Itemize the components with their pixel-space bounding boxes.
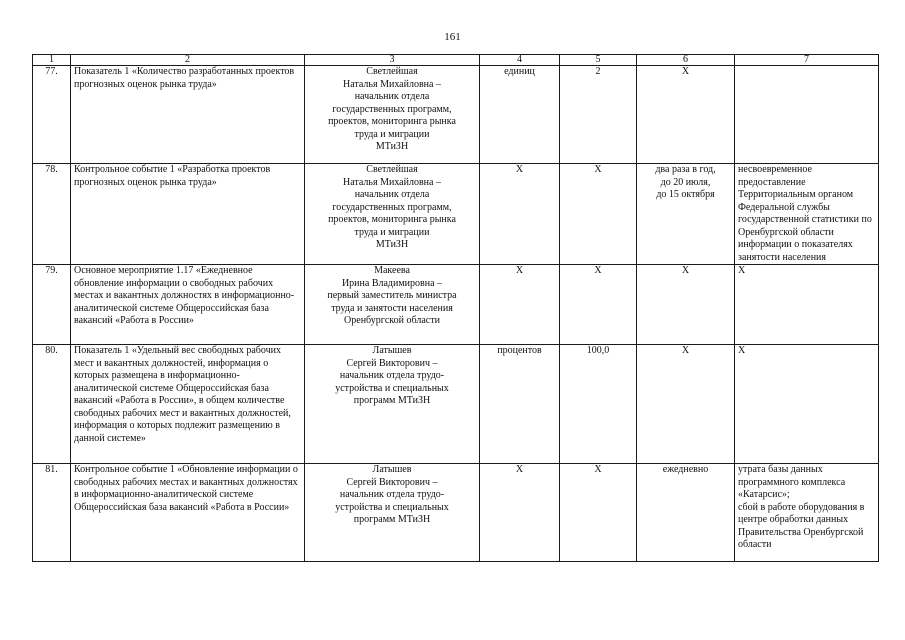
responsible-person: Макеева Ирина Владимировна – первый заместитель министра труда и занятости населения Оренбургской области xyxy=(305,265,480,345)
target-value: X xyxy=(560,164,637,265)
deadline: два раза в год, до 20 июля, до 15 октября xyxy=(637,164,735,265)
deadline: X xyxy=(637,345,735,464)
responsible-person: Латышев Сергей Викторович – начальник отдела трудо- устройства и специальных программ МТиЗН xyxy=(305,345,480,464)
responsible-person: Светлейшая Наталья Михайловна – начальник отдела государственных программ, проектов, мониторинга рынка труда и миграции МТиЗН xyxy=(305,66,480,164)
table-row xyxy=(33,164,879,265)
risk-description: утрата базы данных программного комплекса «Катарсис»; сбой в работе оборудования в центре обработки данных Правительства Оренбургской области xyxy=(735,464,879,562)
event-name: Показатель 1 «Количество разработанных проектов прогнозных оценок рынка труда» xyxy=(71,66,305,164)
column-number: 3 xyxy=(305,55,480,66)
deadline: X xyxy=(637,265,735,345)
plan-table xyxy=(32,54,879,562)
row-number: 79. xyxy=(33,265,71,345)
row-number: 77. xyxy=(33,66,71,164)
risk-description: X xyxy=(735,265,879,345)
column-number: 7 xyxy=(735,55,879,66)
table-row xyxy=(33,265,879,345)
deadline: ежедневно xyxy=(637,464,735,562)
responsible-person: Светлейшая Наталья Михайловна – начальник отдела государственных программ, проектов, мониторинга рынка труда и миграции МТиЗН xyxy=(305,164,480,265)
column-number: 5 xyxy=(560,55,637,66)
deadline: X xyxy=(637,66,735,164)
row-number: 81. xyxy=(33,464,71,562)
event-name: Контрольное событие 1 «Разработка проектов прогнозных оценок рынка труда» xyxy=(71,164,305,265)
target-value: X xyxy=(560,265,637,345)
unit-of-measure: X xyxy=(480,164,560,265)
column-number: 1 xyxy=(33,55,71,66)
event-name: Показатель 1 «Удельный вес свободных рабочих мест и вакантных должностей, информация о которых размещена в информационно-аналитической системе Общероссийская база вакансий «Работа в России», в общем количестве свободных рабочих мест и вакантных должностей, информация о которых подлежит размещению в данной системе» xyxy=(71,345,305,464)
column-number: 6 xyxy=(637,55,735,66)
risk-description xyxy=(735,66,879,164)
risk-description: X xyxy=(735,345,879,464)
risk-description: несвоевременное предоставление Территориальным органом Федеральной службы государственной статистики по Оренбургской области информации о показателях занятости населения xyxy=(735,164,879,265)
row-number: 80. xyxy=(33,345,71,464)
target-value: 100,0 xyxy=(560,345,637,464)
column-number: 2 xyxy=(71,55,305,66)
unit-of-measure: единиц xyxy=(480,66,560,164)
table-row xyxy=(33,66,879,164)
unit-of-measure: X xyxy=(480,265,560,345)
unit-of-measure: X xyxy=(480,464,560,562)
row-number: 78. xyxy=(33,164,71,265)
column-number-row xyxy=(33,55,879,66)
column-number: 4 xyxy=(480,55,560,66)
table-row xyxy=(33,345,879,464)
unit-of-measure: процентов xyxy=(480,345,560,464)
event-name: Контрольное событие 1 «Обновление информации о свободных рабочих местах и вакантных должностях в информационно-аналитической системе Общероссийская база вакансий «Работа в России» xyxy=(71,464,305,562)
responsible-person: Латышев Сергей Викторович – начальник отдела трудо- устройства и специальных программ МТиЗН xyxy=(305,464,480,562)
target-value: 2 xyxy=(560,66,637,164)
page-number: 161 xyxy=(444,31,461,43)
event-name: Основное мероприятие 1.17 «Ежедневное обновление информации о свободных рабочих местах и вакантных должностях в информационно-аналитической системе Общероссийская база вакансий «Работа в России» xyxy=(71,265,305,345)
table-row xyxy=(33,464,879,562)
target-value: X xyxy=(560,464,637,562)
